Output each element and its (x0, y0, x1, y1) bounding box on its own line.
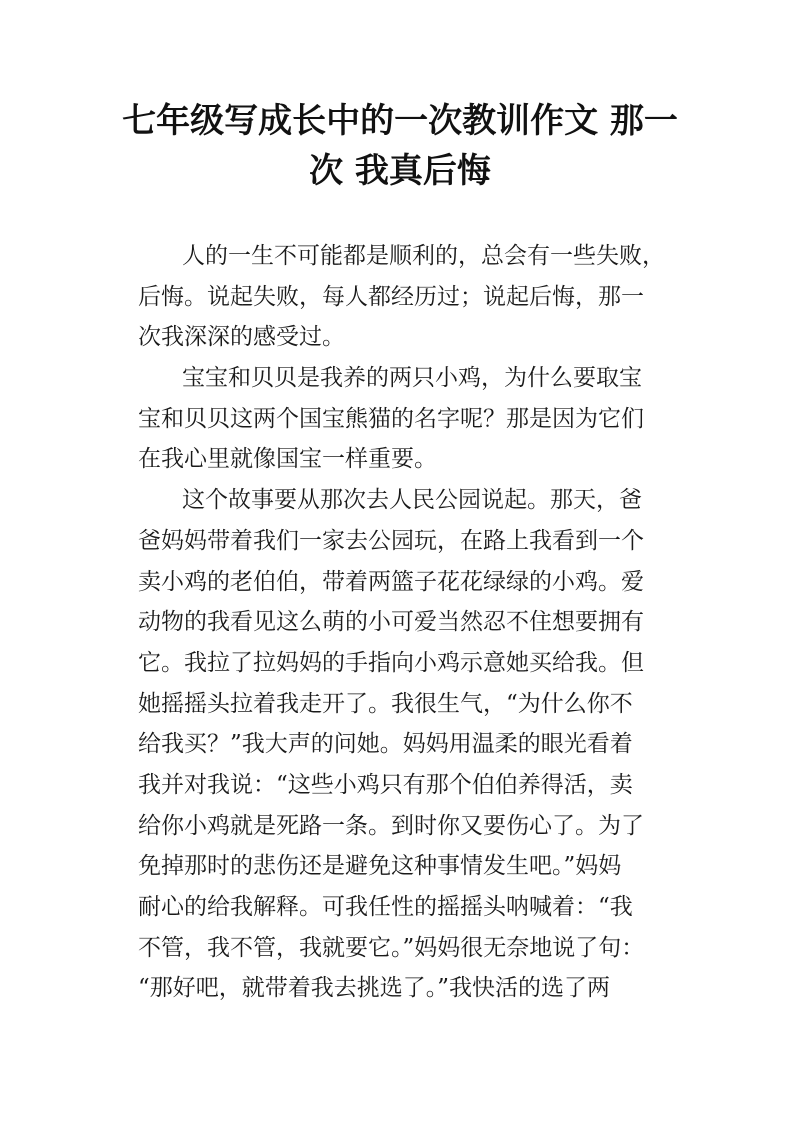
title-line-1: 七年级写成长中的一次教训作文 那一 (122, 101, 678, 141)
paragraph-1-line: 人的一生不可能都是顺利的，总会有一些失败， (182, 243, 665, 269)
title-line-2: 次 我真后悔 (309, 151, 491, 191)
paragraph-2-line: 宝和贝贝这两个国宝熊猫的名字呢？那是因为它们 (138, 405, 644, 432)
paragraph-3-line: 卖小鸡的老伯伯，带着两篮子花花绿绿的小鸡。爱 (138, 568, 644, 595)
paragraph-1-line: 次我深深的感受过。 (138, 324, 345, 351)
paragraph-3-line: 我并对我说：“这些小鸡只有那个伯伯养得活，卖 (138, 771, 633, 798)
paragraph-1-line: 后悔。说起失败，每人都经历过；说起后悔，那一 (138, 283, 644, 310)
paragraph-3-line: 动物的我看见这么萌的小可爱当然忍不住想要拥有 (138, 609, 644, 636)
paragraph-3-line: “那好吧，就带着我去挑选了。”我快活的选了两 (138, 975, 611, 1002)
paragraph-3-line: 免掉那时的悲伤还是避免这种事情发生吧。”妈妈 (138, 853, 622, 880)
paragraph-3-line: 不管，我不管，我就要它。”妈妈很无奈地说了句： (138, 934, 645, 961)
paragraph-3-line: 耐心的给我解释。可我任性的摇摇头呐喊着：“我 (138, 894, 633, 920)
paragraph-3-line: 给你小鸡就是死路一条。到时你又要伤心了。为了 (138, 812, 644, 839)
paragraph-3-line: 这个故事要从那次去人民公园说起。那天，爸 (182, 487, 642, 514)
paragraph-2-line: 在我心里就像国宝一样重要。 (138, 446, 437, 473)
paragraph-3-line: 她摇摇头拉着我走开了。我很生气，“为什么你不 (138, 690, 633, 717)
paragraph-3-line: 它。我拉了拉妈妈的手指向小鸡示意她买给我。但 (138, 649, 644, 676)
paragraph-2-line: 宝宝和贝贝是我养的两只小鸡，为什么要取宝 (182, 365, 642, 392)
paragraph-3-line: 给我买？”我大声的问她。妈妈用温柔的眼光看着 (138, 731, 633, 758)
paragraph-3-line: 爸妈妈带着我们一家去公园玩，在路上我看到一个 (138, 527, 644, 554)
essay-body (138, 236, 678, 1009)
document-title (120, 96, 680, 196)
